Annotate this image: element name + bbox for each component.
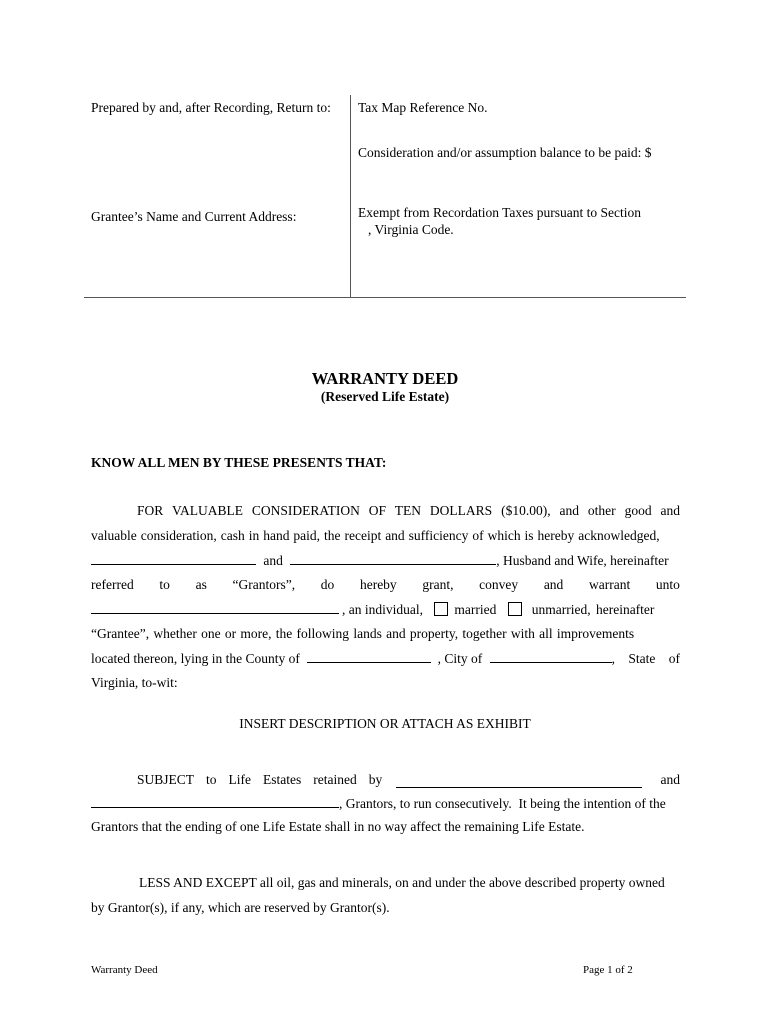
word-5: do bbox=[320, 577, 335, 592]
subject-line-3: Grantors that the ending of one Life Estate shall in no way affect the remaining Life Estate. bbox=[91, 819, 585, 834]
footer-doc-name: Warranty Deed bbox=[91, 964, 158, 976]
para1-line-3-end: , Husband and Wife, hereinafter bbox=[496, 553, 669, 568]
individual-label: , an individual, bbox=[342, 602, 423, 617]
married-checkbox[interactable] bbox=[434, 602, 448, 616]
insert-description: INSERT DESCRIPTION OR ATTACH AS EXHIBIT bbox=[239, 716, 531, 731]
para1-line-3 bbox=[91, 552, 669, 569]
para1-line-8: Virginia, to-wit: bbox=[91, 675, 178, 690]
document-title: WARRANTY DEED bbox=[311, 369, 459, 388]
document-subtitle: (Reserved Life Estate) bbox=[320, 389, 450, 404]
subject-word-2: to bbox=[206, 772, 217, 787]
exempt-line-1: Exempt from Recordation Taxes pursuant to Section bbox=[358, 205, 641, 220]
para1-line-7 bbox=[91, 650, 680, 667]
word-11: unto bbox=[655, 577, 680, 592]
consideration-label: Consideration and/or assumption balance to be paid: $ bbox=[358, 145, 652, 160]
word-10: warrant bbox=[588, 577, 631, 592]
footer-page-number: Page 1 of 2 bbox=[583, 964, 633, 976]
subject-word-6: by bbox=[368, 772, 383, 787]
word-9: and bbox=[543, 577, 564, 592]
para1-line-6: “Grantee”, whether one or more, the following lands and property, together with all improvements bbox=[91, 626, 635, 641]
unmarried-label: unmarried, hereinafter bbox=[531, 602, 655, 617]
subject-word-4: Estates bbox=[263, 772, 302, 787]
subject-line-2-text: , Grantors, to run consecutively. It being the intention of the bbox=[339, 796, 666, 811]
state-label: , State of bbox=[611, 651, 680, 666]
para1-line-5 bbox=[91, 601, 654, 618]
word-2: to bbox=[159, 577, 170, 592]
para1-line-1-text: FOR VALUABLE CONSIDERATION OF TEN DOLLARS ($10.00), and other good and bbox=[137, 503, 680, 518]
word-6: hereby bbox=[359, 577, 397, 592]
know-all-heading: KNOW ALL MEN BY THESE PRESENTS THAT: bbox=[91, 455, 387, 470]
header-divider-horizontal bbox=[84, 297, 686, 298]
city-label: , City of bbox=[437, 651, 483, 666]
tax-map-label: Tax Map Reference No. bbox=[358, 100, 488, 115]
less-except-line-1: LESS AND EXCEPT all oil, gas and minerals, on and under the above described property owned bbox=[139, 875, 665, 890]
subject-word-1: SUBJECT bbox=[137, 772, 195, 787]
city-blank[interactable] bbox=[490, 650, 612, 663]
grantor-1-name-blank[interactable] bbox=[91, 552, 256, 565]
subject-word-3: Life bbox=[228, 772, 252, 787]
unmarried-checkbox[interactable] bbox=[508, 602, 522, 616]
header-divider-vertical bbox=[350, 95, 351, 298]
word-8: convey bbox=[479, 577, 519, 592]
grantor-2-name-blank[interactable] bbox=[290, 552, 496, 565]
para1-line-1 bbox=[137, 503, 680, 519]
word-1: referred bbox=[91, 577, 134, 592]
subject-and: and bbox=[660, 772, 680, 787]
less-except-line-2: by Grantor(s), if any, which are reserved by Grantor(s). bbox=[91, 900, 390, 915]
subject-line-1 bbox=[137, 772, 680, 788]
word-4: “Grantors”, bbox=[232, 577, 296, 592]
para1-line-2: valuable consideration, cash in hand paid, the receipt and sufficiency of which is hereby acknowledged, bbox=[91, 528, 660, 543]
subject-word-5: retained bbox=[313, 772, 357, 787]
exempt-line-2: , Virginia Code. bbox=[368, 222, 454, 237]
county-blank[interactable] bbox=[307, 650, 431, 663]
life-estate-holder-2-blank[interactable] bbox=[91, 795, 339, 808]
county-label: located thereon, lying in the County of bbox=[91, 651, 300, 666]
para1-line-3-and: and bbox=[263, 553, 283, 568]
word-7: grant, bbox=[422, 577, 454, 592]
word-3: as bbox=[195, 577, 207, 592]
grantee-address-label: Grantee’s Name and Current Address: bbox=[91, 209, 297, 224]
life-estate-holder-1-blank[interactable] bbox=[396, 775, 642, 788]
married-label: married bbox=[454, 602, 497, 617]
prepared-by-label: Prepared by and, after Recording, Return to: bbox=[91, 100, 331, 115]
para1-line-4 bbox=[91, 577, 680, 593]
subject-line-2 bbox=[91, 795, 666, 812]
grantee-name-blank[interactable] bbox=[91, 601, 339, 614]
